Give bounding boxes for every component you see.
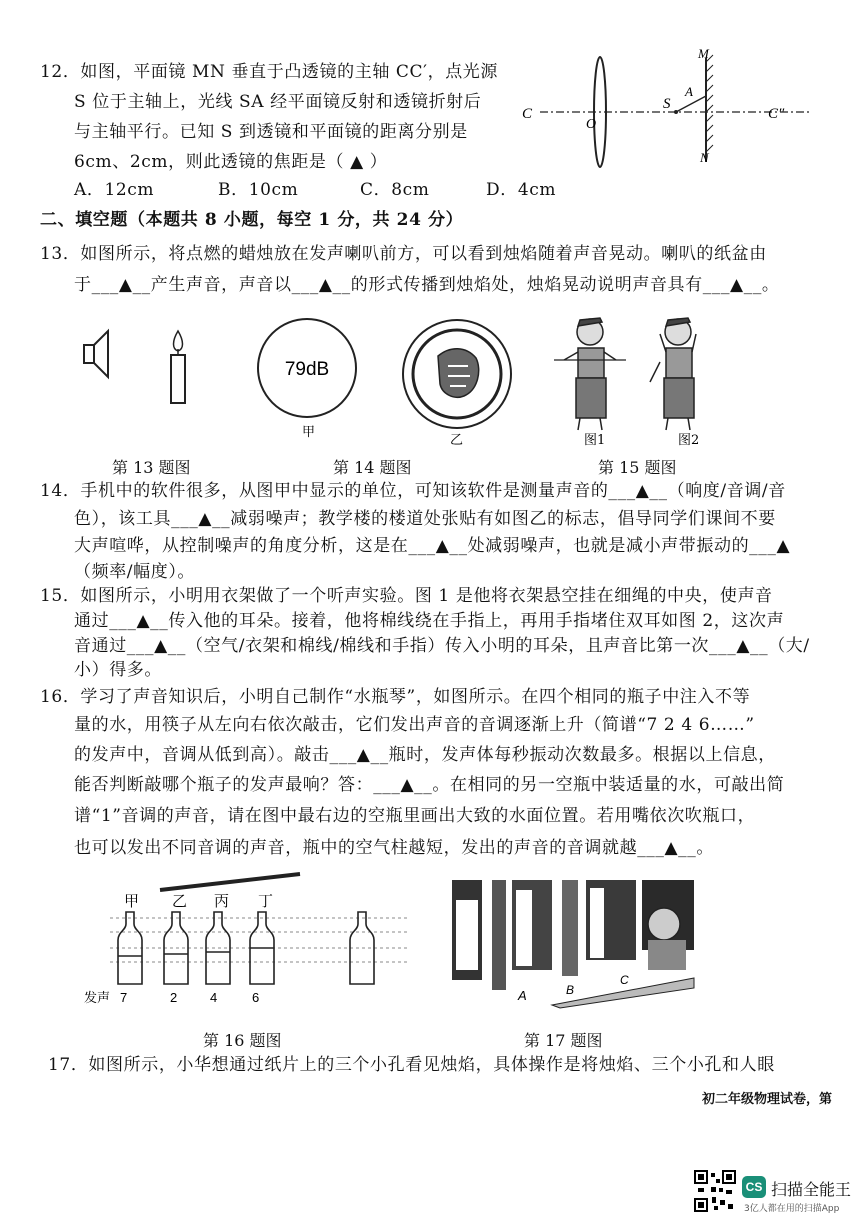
svg-text:2: 2: [170, 990, 178, 1005]
q17-line-1: 17．如图所示，小华想通过纸片上的三个小孔看见烛焰，具体操作是将烛焰、三个小孔和人眼: [48, 1055, 775, 1075]
camscanner-tagline: 3亿人都在用的扫描App: [744, 1204, 840, 1214]
svg-text:4: 4: [210, 990, 218, 1005]
q12-line-4: 6cm、2cm，则此透镜的焦距是（ ▲ ）: [74, 152, 388, 172]
svg-text:图2: 图2: [678, 433, 700, 448]
boy-figure-2: [650, 318, 696, 430]
svg-text:A: A: [685, 84, 693, 99]
svg-text:N: N: [700, 150, 709, 165]
chopstick: [160, 874, 300, 890]
svg-text:M: M: [698, 46, 709, 61]
svg-text:丁: 丁: [258, 892, 274, 910]
hanger-listening-figure: [550, 312, 730, 447]
caption-17: 第 17 题图: [524, 1031, 603, 1050]
svg-text:丙: 丙: [214, 892, 230, 910]
boy-figure-1: [554, 318, 626, 430]
svg-text:6: 6: [252, 990, 260, 1005]
candle-icon: [171, 355, 185, 403]
q12-option-d: D．4cm: [486, 180, 557, 200]
camscanner-brand: 扫描全能王: [771, 1180, 852, 1199]
q14-line-1: 14．手机中的软件很多，从图甲中显示的单位，可知该软件是测量声音的___▲__（响度/音调/音: [40, 481, 786, 501]
caption-14: 第 14 题图: [333, 458, 412, 477]
q16-line-2: 量的水，用筷子从左向右依次敲击，它们发出声音的音调逐渐上升（简谱“7 2 4 6……”: [74, 715, 755, 735]
svg-text:图1: 图1: [584, 433, 606, 448]
svg-text:甲: 甲: [124, 892, 140, 910]
q12-line-1: 12．如图，平面镜 MN 垂直于凸透镜的主轴 CC′，点光源: [40, 62, 498, 82]
q16-line-6: 也可以发出不同音调的声音，瓶中的空气柱越短，发出的声音的音调就越___▲__。: [74, 838, 714, 858]
speaker-icon: [84, 345, 94, 363]
svg-text:O: O: [586, 117, 597, 132]
q14-line-2: 色），该工具___▲__减弱噪声；教学楼的楼道处张贴有如图乙的标志，倡导同学们课间不要: [74, 509, 776, 529]
q15-line-1: 15．如图所示，小明用衣架做了一个听声实验。图 1 是他将衣架悬空挂在细绳的中央，使声音: [40, 586, 773, 606]
q12-option-a: A．12cm: [74, 180, 155, 200]
svg-text:甲: 甲: [302, 425, 316, 440]
decibel-meter-figure: [250, 318, 520, 448]
caption-16: 第 16 题图: [203, 1031, 282, 1050]
speaker-candle-figure: [82, 325, 212, 415]
svg-text:7: 7: [120, 990, 128, 1005]
svg-text:A: A: [518, 988, 527, 1003]
q14-line-3: 大声喧哗，从控制噪声的角度分析，这是在___▲__处减弱噪声，也就是减小声带振动的___▲: [74, 536, 791, 556]
caption-13: 第 13 题图: [112, 458, 191, 477]
q16-line-3: 的发声中，音调从低到高）。敲击___▲__瓶时，发声体每秒振动次数最多。根据以上信息，: [74, 745, 776, 765]
q13-line-2: 于___▲__产生声音，声音以___▲__的形式传播到烛焰处，烛焰晃动说明声音具有___▲__。: [74, 275, 780, 295]
svg-text:发声: 发声: [84, 991, 111, 1006]
q14-line-4: （频率/幅度）。: [74, 562, 196, 582]
meter-reading: 79dB: [284, 359, 330, 380]
q12-option-c: C．8cm: [360, 180, 430, 200]
q12-lens-mirror-diagram: [520, 46, 820, 190]
flame-icon: [174, 331, 183, 351]
quiet-hand-icon: [438, 349, 479, 398]
svg-text:乙: 乙: [172, 892, 188, 910]
camscanner-logo-icon: CS: [742, 1176, 766, 1198]
q16-line-5: 谱“1”音调的声音，请在图中最右边的空瓶里画出大致的水面位置。若用嘴依次吹瓶口，: [74, 806, 756, 826]
exam-footer: 初二年级物理试卷，第: [702, 1092, 833, 1107]
q16-line-4: 能否判断敲哪个瓶子的发声最响？答：___▲__。在相同的另一空瓶中装适量的水，可敲出简: [74, 775, 785, 795]
caption-15: 第 15 题图: [598, 458, 677, 477]
svg-text:C: C: [620, 973, 629, 987]
qr-code-icon: [694, 1170, 736, 1212]
q13-line-1: 13．如图所示，将点燃的蜡烛放在发声喇叭前方，可以看到烛焰随着声音晃动。喇叭的纸盆由: [40, 244, 767, 264]
svg-text:C″: C″: [768, 106, 785, 122]
q15-line-2: 通过___▲__传入他的耳朵。接着，他将棉线绕在手指上，再用手指堵住双耳如图 2，这次声: [74, 611, 785, 631]
svg-text:乙: 乙: [450, 433, 464, 448]
section-2-title: 二、填空题（本题共 8 小题，每空 1 分，共 24 分）: [40, 210, 464, 230]
q15-line-4: 小）得多。: [74, 660, 162, 680]
q15-line-3: 音通过___▲__（空气/衣架和棉线/棉线和手指）传入小明的耳朵，且声音比第一次___▲__（大/: [74, 636, 810, 656]
svg-text:S: S: [663, 96, 671, 112]
svg-text:C: C: [522, 106, 533, 122]
q16-line-1: 16．学习了声音知识后，小明自己制作“水瓶琴”，如图所示。在四个相同的瓶子中注入不等: [40, 687, 751, 707]
q12-line-3: 与主轴平行。已知 S 到透镜和平面镜的距离分别是: [74, 122, 468, 142]
svg-text:B: B: [566, 983, 575, 997]
q12-line-2: S 位于主轴上，光线 SA 经平面镜反射和透镜折射后: [74, 92, 482, 112]
boy-face: [648, 908, 680, 940]
pinhole-candle-photo: [452, 880, 694, 1008]
q12-option-b: B．10cm: [218, 180, 299, 200]
water-bottle-figure: [80, 868, 420, 1013]
